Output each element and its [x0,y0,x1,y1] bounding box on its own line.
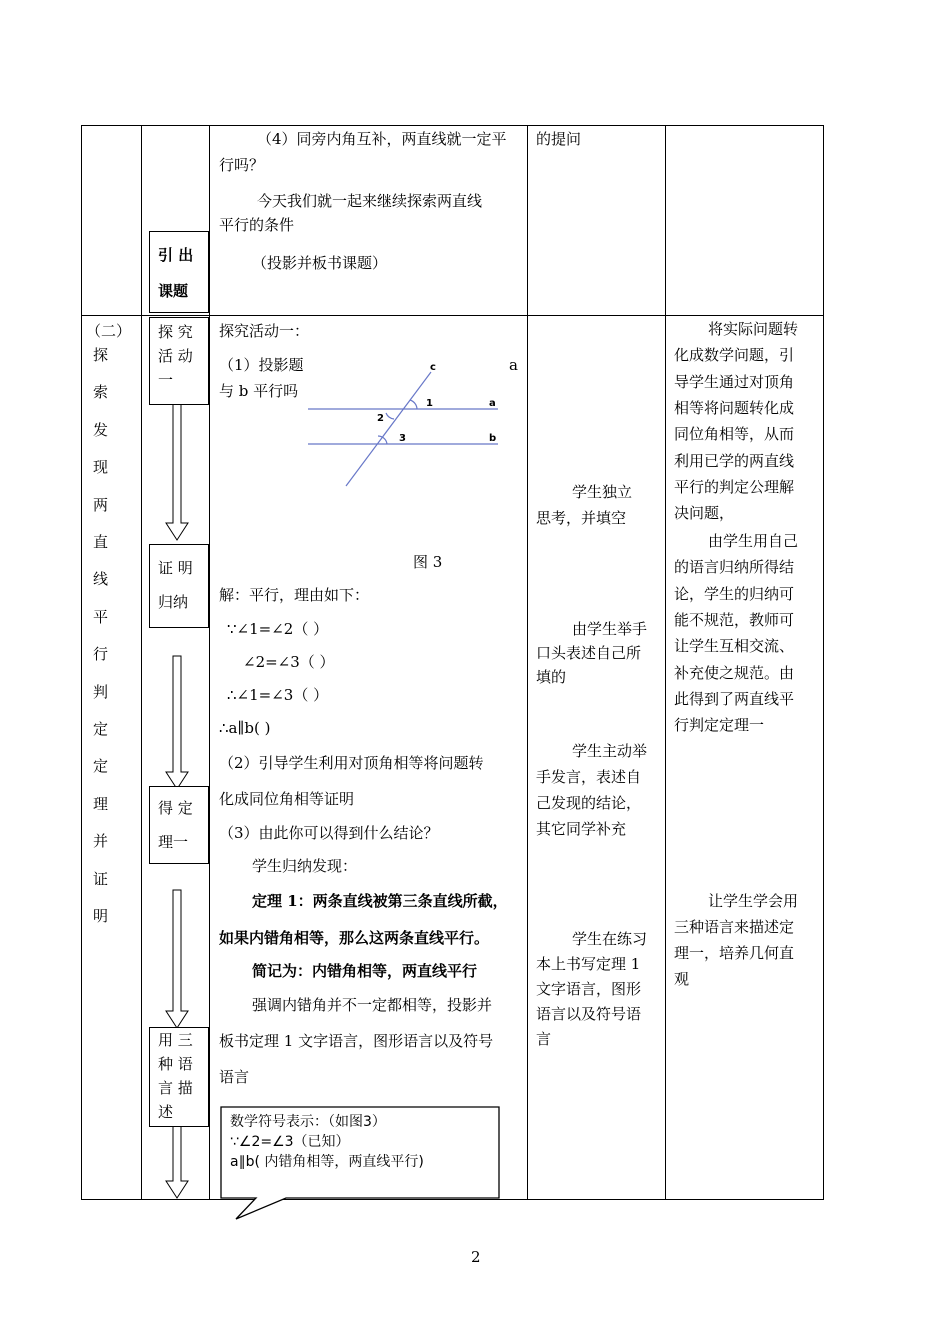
question-1-tail: a [509,356,518,374]
design-intent-text: 让学生互相交流、 [674,637,795,656]
step-box-line: 言 描 [158,1079,193,1097]
design-intent-text: 三种语言来描述定 [674,918,795,936]
content-line: （投影并板书课题） [252,254,388,272]
phase-label: （二） [86,322,132,340]
student-activity-text: 学生独立 [572,483,633,501]
step-box-line: 种 语 [158,1055,193,1073]
phase-title-char: 定 [93,757,109,776]
flow-arrow-3 [166,890,188,1028]
activity-title: 探究活动一： [219,322,310,340]
design-intent-text: 相等将问题转化成 [674,398,795,417]
emphasis-line: 语言 [219,1068,250,1086]
step-box-explore-activity-one [149,317,209,405]
design-intent-text: 补充使之规范。由 [674,663,795,682]
phase-title-char: 平 [93,607,109,626]
table-right-border [823,125,824,1200]
callout-line: ∵∠2=∠3（已知） [230,1134,350,1150]
content-line: 行吗？ [219,156,265,174]
theorem-line: 如果内错角相等，那么这两条直线平行。 [219,929,490,947]
phase-title-char: 定 [93,720,109,738]
flow-arrow-4 [166,1123,188,1198]
step-box-line: 述 [158,1103,174,1121]
step-box-line: 归纳 [158,593,189,611]
emphasis-line: 强调内错角并不一定都相等，投影并 [252,996,493,1014]
phase-title-char: 行 [93,645,109,664]
question-3: （3）由此你可以得到什么结论？ [219,824,439,842]
callout-line: 数学符号表示：（如图3） [230,1114,386,1130]
design-intent-text: 由学生用自己 [708,532,799,550]
theorem-brief: 简记为：内错角相等，两直线平行 [252,962,478,980]
figure-angle-3: 3 [399,433,406,444]
content-line: （4）同旁内角互补，两直线就一定平 [257,130,507,148]
student-activity-text: 手发言，表述自 [536,768,642,786]
student-activity-text: 学生主动举 [572,742,648,760]
content-line: 平行的条件 [219,216,295,234]
phase-title-char: 两 [93,495,109,514]
emphasis-line: 板书定理 1 文字语言，图形语言以及符号 [219,1032,494,1050]
column-divider-2 [209,125,210,1200]
student-activity-text: 言 [536,1030,552,1048]
design-intent-text: 化成数学问题，引 [674,346,795,365]
question-2-line: 化成同位角相等证明 [219,790,355,808]
phase-title-char: 判 [93,682,109,701]
step-box-line: 用 三 [158,1031,193,1049]
phase-title-char: 证 [93,869,109,888]
student-activity-text: 由学生举手 [572,620,648,638]
design-intent-text: 将实际问题转 [708,320,799,338]
student-activity-text: 思考，并填空 [536,509,627,527]
column-divider-4 [665,125,666,1200]
design-intent-text: 此得到了两直线平 [674,689,795,708]
design-intent-text: 同位角相等，从而 [674,425,795,444]
table-top-border [81,125,823,126]
step-box-three-languages [149,1027,209,1127]
student-activity-text: 文字语言，图形 [536,980,642,998]
design-intent-text: 行判定定理一 [674,716,765,735]
callout-line: a∥b( 内错角相等，两直线平行) [230,1154,424,1170]
figure-angle-1: 1 [426,398,433,409]
student-activity-text: 填的 [536,668,567,686]
content-line: 今天我们就一起来继续探索两直线 [257,192,483,210]
solution-line: 解：平行，理由如下： [219,586,370,604]
step-box-line: 理一 [158,833,189,851]
proof-line: ∴∠1=∠3（ ） [227,686,329,704]
page-number: 2 [471,1248,481,1266]
theorem-line: 定理 1：两条直线被第三条直线所截， [252,892,508,910]
question-1-line: （1）投影题 [219,356,304,374]
phase-title-char: 索 [93,383,109,402]
proof-line: ∵∠1=∠2（ ） [227,620,329,638]
student-activity-text: 本上书写定理 1 [536,955,641,973]
figure-label-b: b [489,433,497,444]
row-divider [81,315,823,316]
design-intent-text: 观 [674,970,690,988]
design-intent-text: 理一，培养几何直 [674,944,795,962]
proof-line: ∴a∥b( ) [219,719,271,737]
step-box-line: 活 动 [158,347,193,365]
step-box-line: 证 明 [158,559,193,577]
step-box-get-theorem-one [149,786,209,864]
student-activity-text: 口头表述自己所 [536,644,642,662]
student-activity-text: 己发现的结论， [536,794,642,812]
figure-angle-2: 2 [377,413,384,424]
phase-title-char: 明 [93,907,109,925]
flow-arrow-2 [166,656,188,789]
question-1-line: 与 b 平行吗 [219,382,299,400]
phase-title-char: 理 [93,794,109,813]
stage-box-introduce-topic [149,231,209,313]
column-divider-3 [527,125,528,1200]
table-left-border [81,125,82,1200]
design-intent-text: 论，学生的归纳可 [674,584,795,603]
design-intent-text: 导学生通过对顶角 [674,372,795,391]
phase-title-char: 发 [93,420,109,439]
phase-title-char: 直 [93,533,109,551]
phase-title-char: 探 [93,346,109,364]
parallel-lines-figure [298,358,508,498]
figure-caption: 图 3 [413,553,443,571]
step-box-prove-induce [149,544,209,628]
stage-box-line1: 引 出 [158,246,194,264]
figure-label-a: a [489,398,496,409]
design-intent-text: 平行的判定公理解 [674,477,795,496]
design-intent-text: 的语言归纳所得结 [674,558,795,577]
figure-label-c: c [430,362,436,373]
step-box-line: 得 定 [158,799,193,817]
question-2-line: （2）引导学生利用对顶角相等将问题转 [219,754,484,772]
student-activity-text: 学生在练习 [572,930,648,948]
student-activity-text: 语言以及符号语 [536,1005,642,1023]
stage-box-line2: 课题 [158,282,189,300]
phase-title-char: 现 [93,458,109,477]
flow-arrow-1 [166,402,188,540]
column-divider-1 [141,125,142,1200]
step-box-line: 探 究 [158,323,193,341]
design-intent-text: 利用已学的两直线 [674,451,795,470]
phase-title-char: 并 [93,832,109,851]
phase-title-char: 线 [93,570,109,589]
induce-line: 学生归纳发现： [252,857,358,875]
design-intent-text: 能不规范，教师可 [674,610,795,629]
design-intent-text: 让学生学会用 [708,892,799,910]
proof-line: ∠2=∠3（ ） [243,653,335,671]
student-activity-text: 其它同学补充 [536,820,627,838]
student-activity-text: 的提问 [536,130,582,148]
step-box-line: 一 [158,371,174,389]
design-intent-text: 决问题， [674,504,735,523]
